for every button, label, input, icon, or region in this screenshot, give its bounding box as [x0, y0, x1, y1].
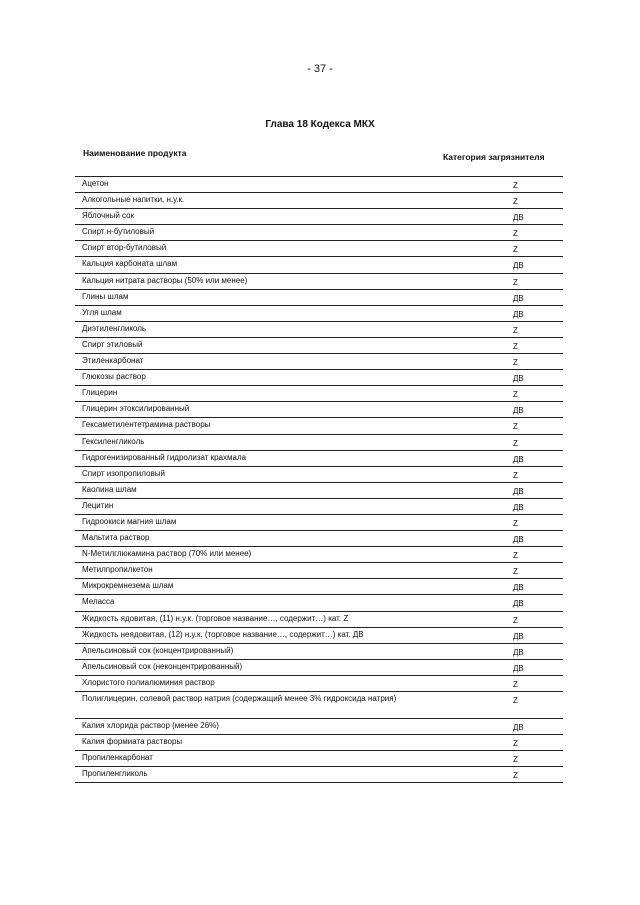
category-cell: ДВ [513, 406, 524, 416]
category-cell: ДВ [513, 502, 524, 512]
product-name-cell: Диэтиленгликоль [82, 323, 147, 333]
product-name-cell: Меласса [82, 597, 115, 607]
category-cell: ДВ [513, 374, 524, 384]
table-row [75, 338, 563, 354]
product-name-cell: Жидкость неядовитая, (12) н.у.к. (торговое название…, содержит…) кат. ДВ [82, 629, 364, 639]
category-cell: Z [513, 197, 518, 207]
category-cell: ДВ [513, 454, 524, 464]
category-cell: ДВ [513, 663, 524, 673]
product-name-cell: Гидроокиси магния шлам [82, 516, 177, 526]
product-name-cell: Спирт втор-бутиловый [82, 243, 167, 253]
category-cell: ДВ [513, 261, 524, 271]
category-cell: Z [513, 341, 518, 351]
category-cell: Z [513, 679, 518, 689]
table-row [75, 644, 563, 660]
category-cell: Z [513, 771, 518, 781]
product-name-cell: Жидкость ядовитая, (11) н.у.к. (торговое название…, содержит…) кат. Z [82, 613, 349, 623]
table-row [75, 177, 563, 193]
category-cell: Z [513, 358, 518, 368]
product-name-cell: Гексиленгликоль [82, 436, 145, 446]
table-row [75, 257, 563, 273]
table-row [75, 751, 563, 767]
product-name-cell: Пропиленкарбонат [82, 753, 153, 763]
product-name-cell: Апельсиновый сок (неконцентрированный) [82, 661, 243, 671]
table-row [75, 435, 563, 451]
product-name-cell: Каолина шлам [82, 484, 137, 494]
column-header-category: Категория загрязнителя [443, 152, 545, 162]
category-cell: ДВ [513, 486, 524, 496]
category-cell: ДВ [513, 723, 524, 732]
product-name-cell: Глицерин [82, 388, 118, 398]
category-cell: Z [513, 755, 518, 765]
product-name-cell: Спирт этиловый [82, 339, 143, 349]
table-row [75, 719, 563, 735]
category-cell: ДВ [513, 213, 524, 223]
category-cell: ДВ [513, 599, 524, 609]
table-row [75, 531, 563, 547]
table-row [75, 467, 563, 483]
product-name-cell: Яблочный сок [82, 211, 135, 221]
product-name-cell: Глюкозы раствор [82, 372, 146, 382]
table-row [75, 563, 563, 579]
table-row [75, 767, 563, 783]
category-cell: Z [513, 229, 518, 239]
table-row [75, 692, 563, 719]
table-row [75, 735, 563, 751]
table-row [75, 628, 563, 644]
product-name-cell: Глины шлам [82, 291, 129, 301]
category-cell: Z [513, 325, 518, 335]
table-row [75, 370, 563, 386]
category-cell: Z [513, 181, 518, 190]
category-cell: ДВ [513, 293, 524, 303]
category-cell: Z [513, 739, 518, 749]
product-name-cell: Этиленкарбонат [82, 356, 144, 366]
product-name-cell: Микрокремнезема шлам [82, 581, 174, 591]
table-row [75, 306, 563, 322]
table-row [75, 483, 563, 499]
table-row [75, 193, 563, 209]
category-cell: Z [513, 696, 518, 705]
product-name-cell: Кальция нитрата растворы (50% или менее) [82, 275, 248, 285]
product-name-cell: Лецитин [82, 500, 114, 510]
product-name-cell: Кальция карбоната шлам [82, 259, 178, 269]
product-name-cell: Метилпропилкетон [82, 565, 153, 575]
category-cell: Z [513, 277, 518, 287]
column-header-product: Наименование продукта [83, 148, 187, 158]
category-cell: Z [513, 551, 518, 561]
product-name-cell: Угля шлам [82, 307, 122, 317]
product-name-cell: Пропиленгликоль [82, 769, 148, 779]
product-name-cell: Спирт изопропиловый [82, 468, 165, 478]
product-name-cell: Гексаметилентетрамина растворы [82, 420, 211, 430]
table-row [75, 676, 563, 692]
product-name-cell: Ацетон [82, 179, 109, 188]
table-row [75, 241, 563, 257]
category-cell: ДВ [513, 647, 524, 657]
category-cell: Z [513, 470, 518, 480]
table-row [75, 402, 563, 418]
table-row [75, 451, 563, 467]
category-cell: Z [513, 422, 518, 432]
table-row [75, 595, 563, 611]
category-cell: Z [513, 615, 518, 625]
table-row [75, 225, 563, 241]
page-title: Глава 18 Кодекса МКХ [265, 119, 375, 130]
category-cell: Z [513, 518, 518, 528]
category-cell: ДВ [513, 309, 524, 319]
category-cell: Z [513, 567, 518, 577]
table-row [75, 274, 563, 290]
category-cell: ДВ [513, 583, 524, 593]
category-cell: ДВ [513, 535, 524, 545]
table-row [75, 290, 563, 306]
product-name-cell: Калия формиата растворы [82, 737, 183, 747]
table-row [75, 547, 563, 563]
product-name-cell: Мальтита раствор [82, 533, 150, 543]
table-row [75, 322, 563, 338]
product-name-cell: Апельсиновый сок (концентрированный) [82, 645, 234, 655]
product-name-cell: Глицерин этоксилированный [82, 404, 190, 414]
table-row [75, 499, 563, 515]
product-name-cell: Спирт н-бутиловый [82, 227, 155, 237]
table-row [75, 579, 563, 595]
page-number: - 37 - [307, 63, 333, 75]
table-row [75, 418, 563, 434]
category-cell: Z [513, 438, 518, 448]
product-name-cell: Калия хлорида раствор (менее 26%) [82, 721, 219, 730]
product-name-cell: Полиглицерин, солевой раствор натрия (содержащий менее 3% гидроксида натрия) [82, 694, 397, 703]
product-name-cell: N-Метилглюкамина раствор (70% или менее) [82, 549, 252, 559]
table-row [75, 660, 563, 676]
table-row [75, 386, 563, 402]
table-row [75, 209, 563, 225]
product-table [75, 176, 563, 783]
table-row [75, 515, 563, 531]
product-name-cell: Хлористого полиалюминия раствор [82, 677, 215, 687]
product-name-cell: Алкогольные напитки, н.у.к. [82, 195, 185, 205]
category-cell: ДВ [513, 631, 524, 641]
table-row [75, 354, 563, 370]
table-row [75, 612, 563, 628]
category-cell: Z [513, 390, 518, 400]
category-cell: Z [513, 245, 518, 255]
product-name-cell: Гидрогенизированный гидролизат крахмала [82, 452, 247, 462]
